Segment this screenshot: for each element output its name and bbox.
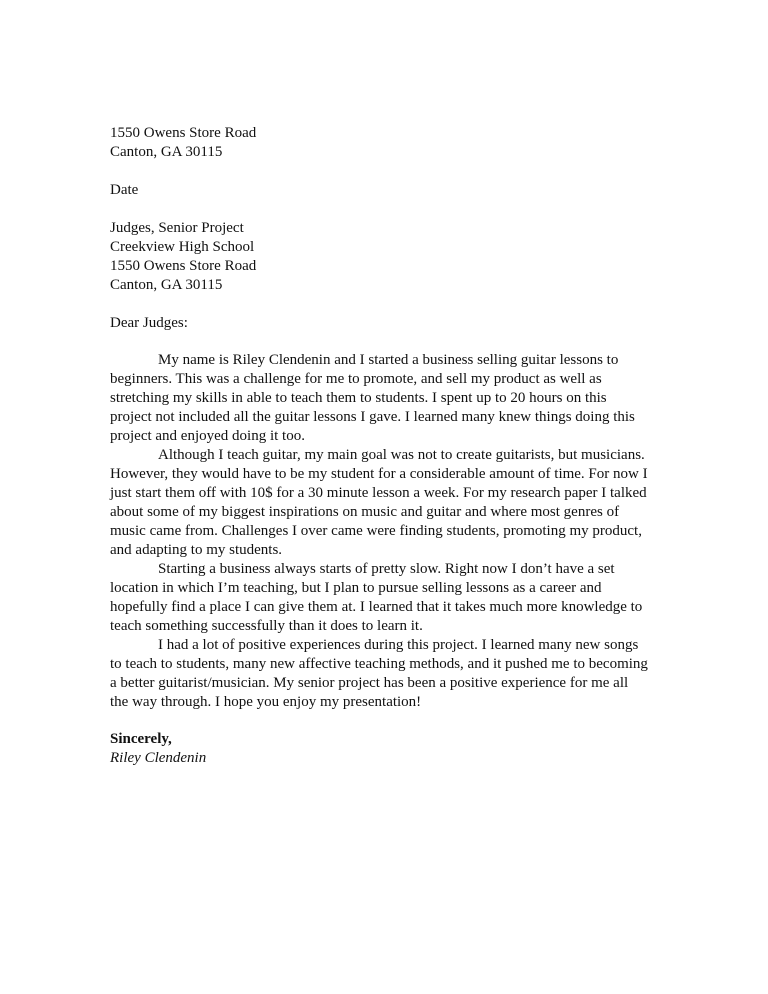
salutation xyxy=(110,314,188,333)
body-line: just start them off with 10$ for a 30 minute lesson a week. For my research paper I talked xyxy=(110,485,647,501)
body-line: beginners. This was a challenge for me to promote, and sell my product as well as xyxy=(110,371,602,387)
signature: Riley Clendenin xyxy=(110,750,207,766)
body-line: Although I teach guitar, my main goal was not to create guitarists, but musicians. xyxy=(158,447,645,463)
recipient-address xyxy=(110,219,256,295)
body-line: I had a lot of positive experiences during this project. I learned many new songs xyxy=(158,637,639,653)
body-line: about some of my biggest inspirations on music and guitar and where most genres of xyxy=(110,504,620,520)
recipient-line: Creekview High School xyxy=(110,239,255,255)
body-line: music came from. Challenges I over came were finding students, promoting my product, xyxy=(110,523,642,539)
closing-block xyxy=(110,730,206,768)
body-line: the way through. I hope you enjoy my presentation! xyxy=(110,694,422,710)
date-text: Date xyxy=(110,182,139,198)
body-line: teach something successfully than it does to learn it. xyxy=(110,618,423,634)
recipient-line: 1550 Owens Store Road xyxy=(110,258,257,274)
body-line: hopefully find a place I can give them at. I learned that it takes much more knowledge to xyxy=(110,599,643,615)
body-line: My name is Riley Clendenin and I started a business selling guitar lessons to xyxy=(158,352,619,368)
sender-address xyxy=(110,124,256,162)
body-line: location in which I’m teaching, but I plan to pursue selling lessons as a career and xyxy=(110,580,602,596)
body-line: a better guitarist/musician. My senior project has been a positive experience for me all xyxy=(110,675,629,691)
letter-body xyxy=(110,351,648,712)
recipient-line: Judges, Senior Project xyxy=(110,220,244,236)
address-line: 1550 Owens Store Road xyxy=(110,125,257,141)
date xyxy=(110,181,138,200)
closing: Sincerely, xyxy=(110,731,172,747)
body-line: Starting a business always starts of pretty slow. Right now I don’t have a set xyxy=(158,561,615,577)
body-line: stretching my skills in able to teach them to students. I spent up to 20 hours on this xyxy=(110,390,607,406)
body-line: and adapting to my students. xyxy=(110,542,283,558)
salutation-text: Dear Judges: xyxy=(110,315,188,331)
body-line: to teach to students, many new affective teaching methods, and it pushed me to becoming xyxy=(110,656,648,672)
address-line: Canton, GA 30115 xyxy=(110,144,223,160)
recipient-line: Canton, GA 30115 xyxy=(110,277,223,293)
body-line: project and enjoyed doing it too. xyxy=(110,428,305,444)
body-line: project not included all the guitar lessons I gave. I learned many knew things doing this xyxy=(110,409,635,425)
body-line: However, they would have to be my student for a considerable amount of time. For now I xyxy=(110,466,648,482)
